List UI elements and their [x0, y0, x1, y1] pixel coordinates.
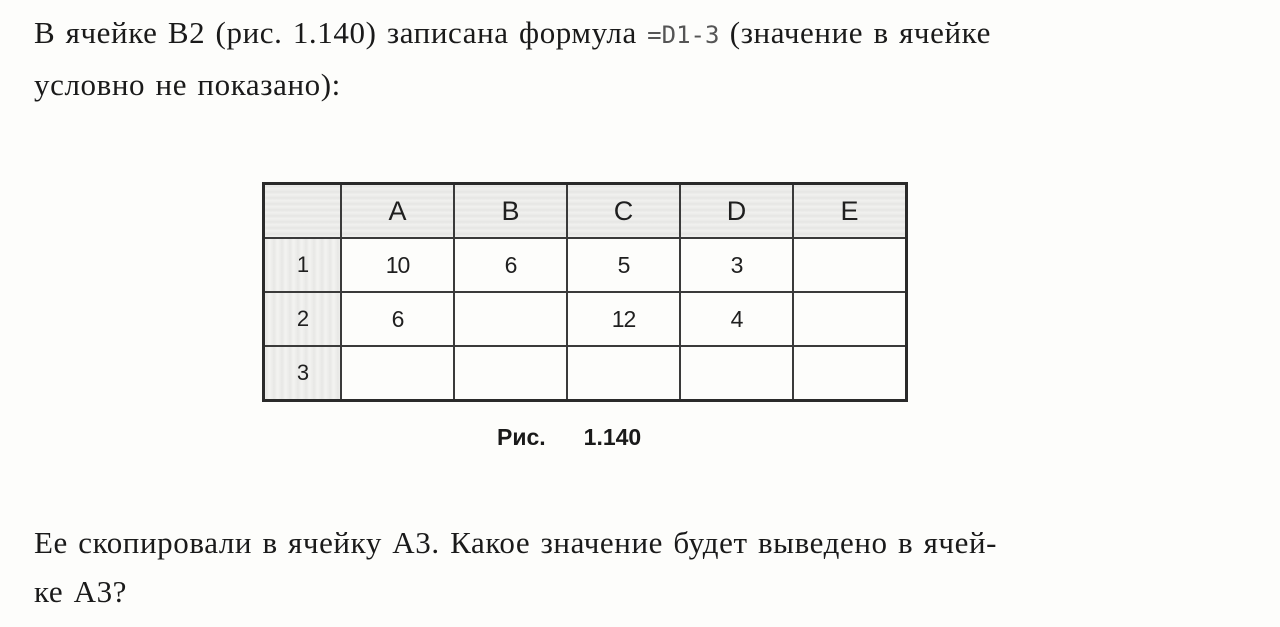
cell-b2 — [454, 292, 567, 346]
cell-e1 — [793, 238, 907, 292]
cell-a2: 6 — [341, 292, 454, 346]
table-row — [264, 238, 907, 292]
cell-d2: 4 — [680, 292, 793, 346]
figure-caption — [497, 424, 641, 451]
row-header-1: 1 — [264, 238, 342, 292]
cell-d3 — [680, 346, 793, 401]
table-row — [264, 292, 907, 346]
intro-text-start: В ячейке В2 (рис. 1.140) записана формула — [34, 15, 648, 50]
cell-e2 — [793, 292, 907, 346]
intro-text-end: (значение в ячейке — [719, 15, 991, 50]
intro-paragraph — [34, 8, 1249, 109]
intro-line-2: условно не показано): — [34, 67, 341, 102]
cell-b1: 6 — [454, 238, 567, 292]
cell-c2: 12 — [567, 292, 680, 346]
caption-label: Рис. — [497, 424, 546, 450]
cell-c1: 5 — [567, 238, 680, 292]
cell-a3 — [341, 346, 454, 401]
cell-c3 — [567, 346, 680, 401]
row-header-2: 2 — [264, 292, 342, 346]
column-header-b: B — [454, 184, 567, 239]
column-header-a: A — [341, 184, 454, 239]
question-line-2: ке А3? — [34, 574, 128, 609]
cell-d1: 3 — [680, 238, 793, 292]
column-header-e: E — [793, 184, 907, 239]
corner-cell — [264, 184, 342, 239]
question-line-1: Ее скопировали в ячейку А3. Какое значение будет выведено в ячей- — [34, 525, 998, 560]
column-header-row — [264, 184, 907, 239]
caption-number: 1.140 — [583, 424, 642, 450]
column-header-d: D — [680, 184, 793, 239]
spreadsheet-table — [262, 182, 908, 402]
cell-b3 — [454, 346, 567, 401]
table-row — [264, 346, 907, 401]
intro-line-1 — [34, 8, 1249, 60]
question-paragraph — [34, 518, 1249, 616]
row-header-3: 3 — [264, 346, 342, 401]
column-header-c: C — [567, 184, 680, 239]
cell-e3 — [793, 346, 907, 401]
formula-text: =D1-3 — [647, 21, 720, 49]
spreadsheet-figure — [262, 182, 908, 402]
cell-a1: 10 — [341, 238, 454, 292]
